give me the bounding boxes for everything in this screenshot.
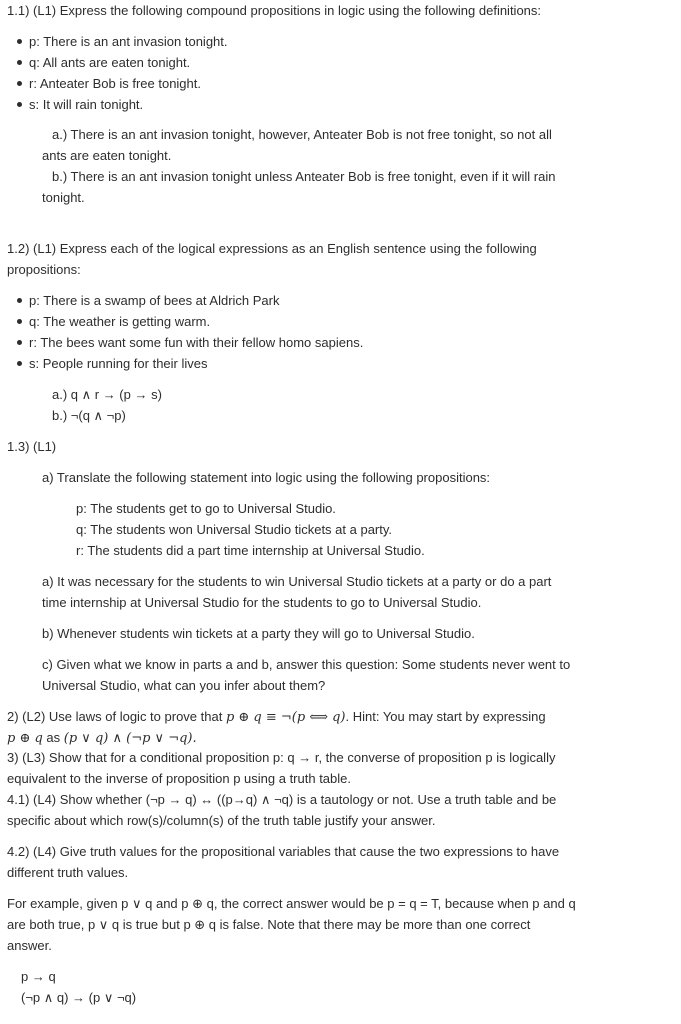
q13-part-a-line2: time internship at Universal Studio for the students to go to Universal Studio. bbox=[42, 595, 482, 610]
bullet-icon bbox=[17, 81, 22, 86]
q13-part-a-line1: a) It was necessary for the students to win Universal Studio tickets at a party or do a part bbox=[42, 574, 552, 589]
q13-part-c-line2: Universal Studio, what can you infer about them? bbox=[42, 678, 326, 693]
q13-def-q: q: The students won Universal Studio tickets at a party. bbox=[76, 522, 393, 537]
q11-def-s: s: It will rain tonight. bbox=[29, 97, 144, 112]
bullet-icon bbox=[17, 361, 22, 366]
q13-part-b: b) Whenever students win tickets at a party they will go to Universal Studio. bbox=[42, 626, 475, 641]
q13-def-r: r: The students did a part time internship at Universal Studio. bbox=[76, 543, 425, 558]
q2-as: as bbox=[42, 730, 64, 745]
q12-def-q: q: The weather is getting warm. bbox=[29, 314, 211, 329]
q12-def-s: s: People running for their lives bbox=[29, 356, 208, 371]
q41-line1: 4.1) (L4) Show whether (¬p → q) ↔ ((p→q) ∧ ¬q) is a tautology or not. Use a truth table and be bbox=[7, 792, 557, 807]
q12-title-line2: propositions: bbox=[7, 262, 81, 277]
q11-def-q: q: All ants are eaten tonight. bbox=[29, 55, 191, 70]
q13-part-c-line1: c) Given what we know in parts a and b, answer this question: Some students never went to bbox=[42, 657, 571, 672]
q12-title-line1: 1.2) (L1) Express each of the logical expressions as an English sentence using the following bbox=[7, 241, 537, 256]
q12-part-a: a.) q ∧ r → (p → s) bbox=[52, 387, 162, 402]
q2-formula-xor: p ⊕ q bbox=[7, 731, 43, 746]
q2-line1 bbox=[7, 706, 546, 728]
q13-title: 1.3) (L1) bbox=[7, 439, 57, 454]
q41-line2: specific about which row(s)/column(s) of the truth table justify your answer. bbox=[7, 813, 436, 828]
q3-line1: 3) (L3) Show that for a conditional proposition p: q → r, the converse of proposition p is logically bbox=[7, 750, 556, 765]
q11-title: 1.1) (L1) Express the following compound propositions in logic using the following definitions: bbox=[7, 3, 542, 18]
q2-hint: . Hint: You may start by expressing bbox=[345, 709, 546, 724]
q12-def-r: r: The bees want some fun with their fellow homo sapiens. bbox=[29, 335, 364, 350]
q42-example-line3: answer. bbox=[7, 938, 52, 953]
q2-formula-expansion: (p ∨ q) ∧ (¬p ∨ ¬q). bbox=[63, 731, 197, 746]
q12-part-b: b.) ¬(q ∧ ¬p) bbox=[52, 408, 126, 423]
q13-def-p: p: The students get to go to Universal Studio. bbox=[76, 501, 336, 516]
bullet-icon bbox=[17, 319, 22, 324]
q11-def-r: r: Anteater Bob is free tonight. bbox=[29, 76, 201, 91]
q2-formula: p ⊕ q ≡ ¬(p ⟺ q) bbox=[225, 710, 346, 725]
bullet-icon bbox=[17, 340, 22, 345]
bullet-icon bbox=[17, 60, 22, 65]
q11-part-b-line1: b.) There is an ant invasion tonight unless Anteater Bob is free tonight, even if it will rain bbox=[52, 169, 556, 184]
q2-line2 bbox=[7, 727, 197, 749]
q12-def-p: p: There is a swamp of bees at Aldrich Park bbox=[29, 293, 280, 308]
bullet-icon bbox=[17, 39, 22, 44]
q42-expr2: (¬p ∧ q) → (p ∨ ¬q) bbox=[21, 990, 137, 1005]
q11-def-p: p: There is an ant invasion tonight. bbox=[29, 34, 228, 49]
q2-prefix: 2) (L2) Use laws of logic to prove that bbox=[7, 709, 226, 724]
q42-line2: different truth values. bbox=[7, 865, 129, 880]
bullet-icon bbox=[17, 298, 22, 303]
q42-example-line1: For example, given p ∨ q and p ⊕ q, the correct answer would be p = q = T, because when p and q bbox=[7, 896, 576, 911]
q11-part-b-line2: tonight. bbox=[42, 190, 85, 205]
q3-line2: equivalent to the inverse of proposition p using a truth table. bbox=[7, 771, 351, 786]
q42-line1: 4.2) (L4) Give truth values for the propositional variables that cause the two expressions to have bbox=[7, 844, 560, 859]
q13-intro: a) Translate the following statement into logic using the following propositions: bbox=[42, 470, 491, 485]
q11-part-a-line2: ants are eaten tonight. bbox=[42, 148, 172, 163]
q42-example-line2: are both true, p ∨ q is true but p ⊕ q is false. Note that there may be more than one correct bbox=[7, 917, 531, 932]
bullet-icon bbox=[17, 102, 22, 107]
q42-expr1: p → q bbox=[21, 969, 56, 984]
q11-part-a-line1: a.) There is an ant invasion tonight, however, Anteater Bob is not free tonight, so not all bbox=[52, 127, 552, 142]
